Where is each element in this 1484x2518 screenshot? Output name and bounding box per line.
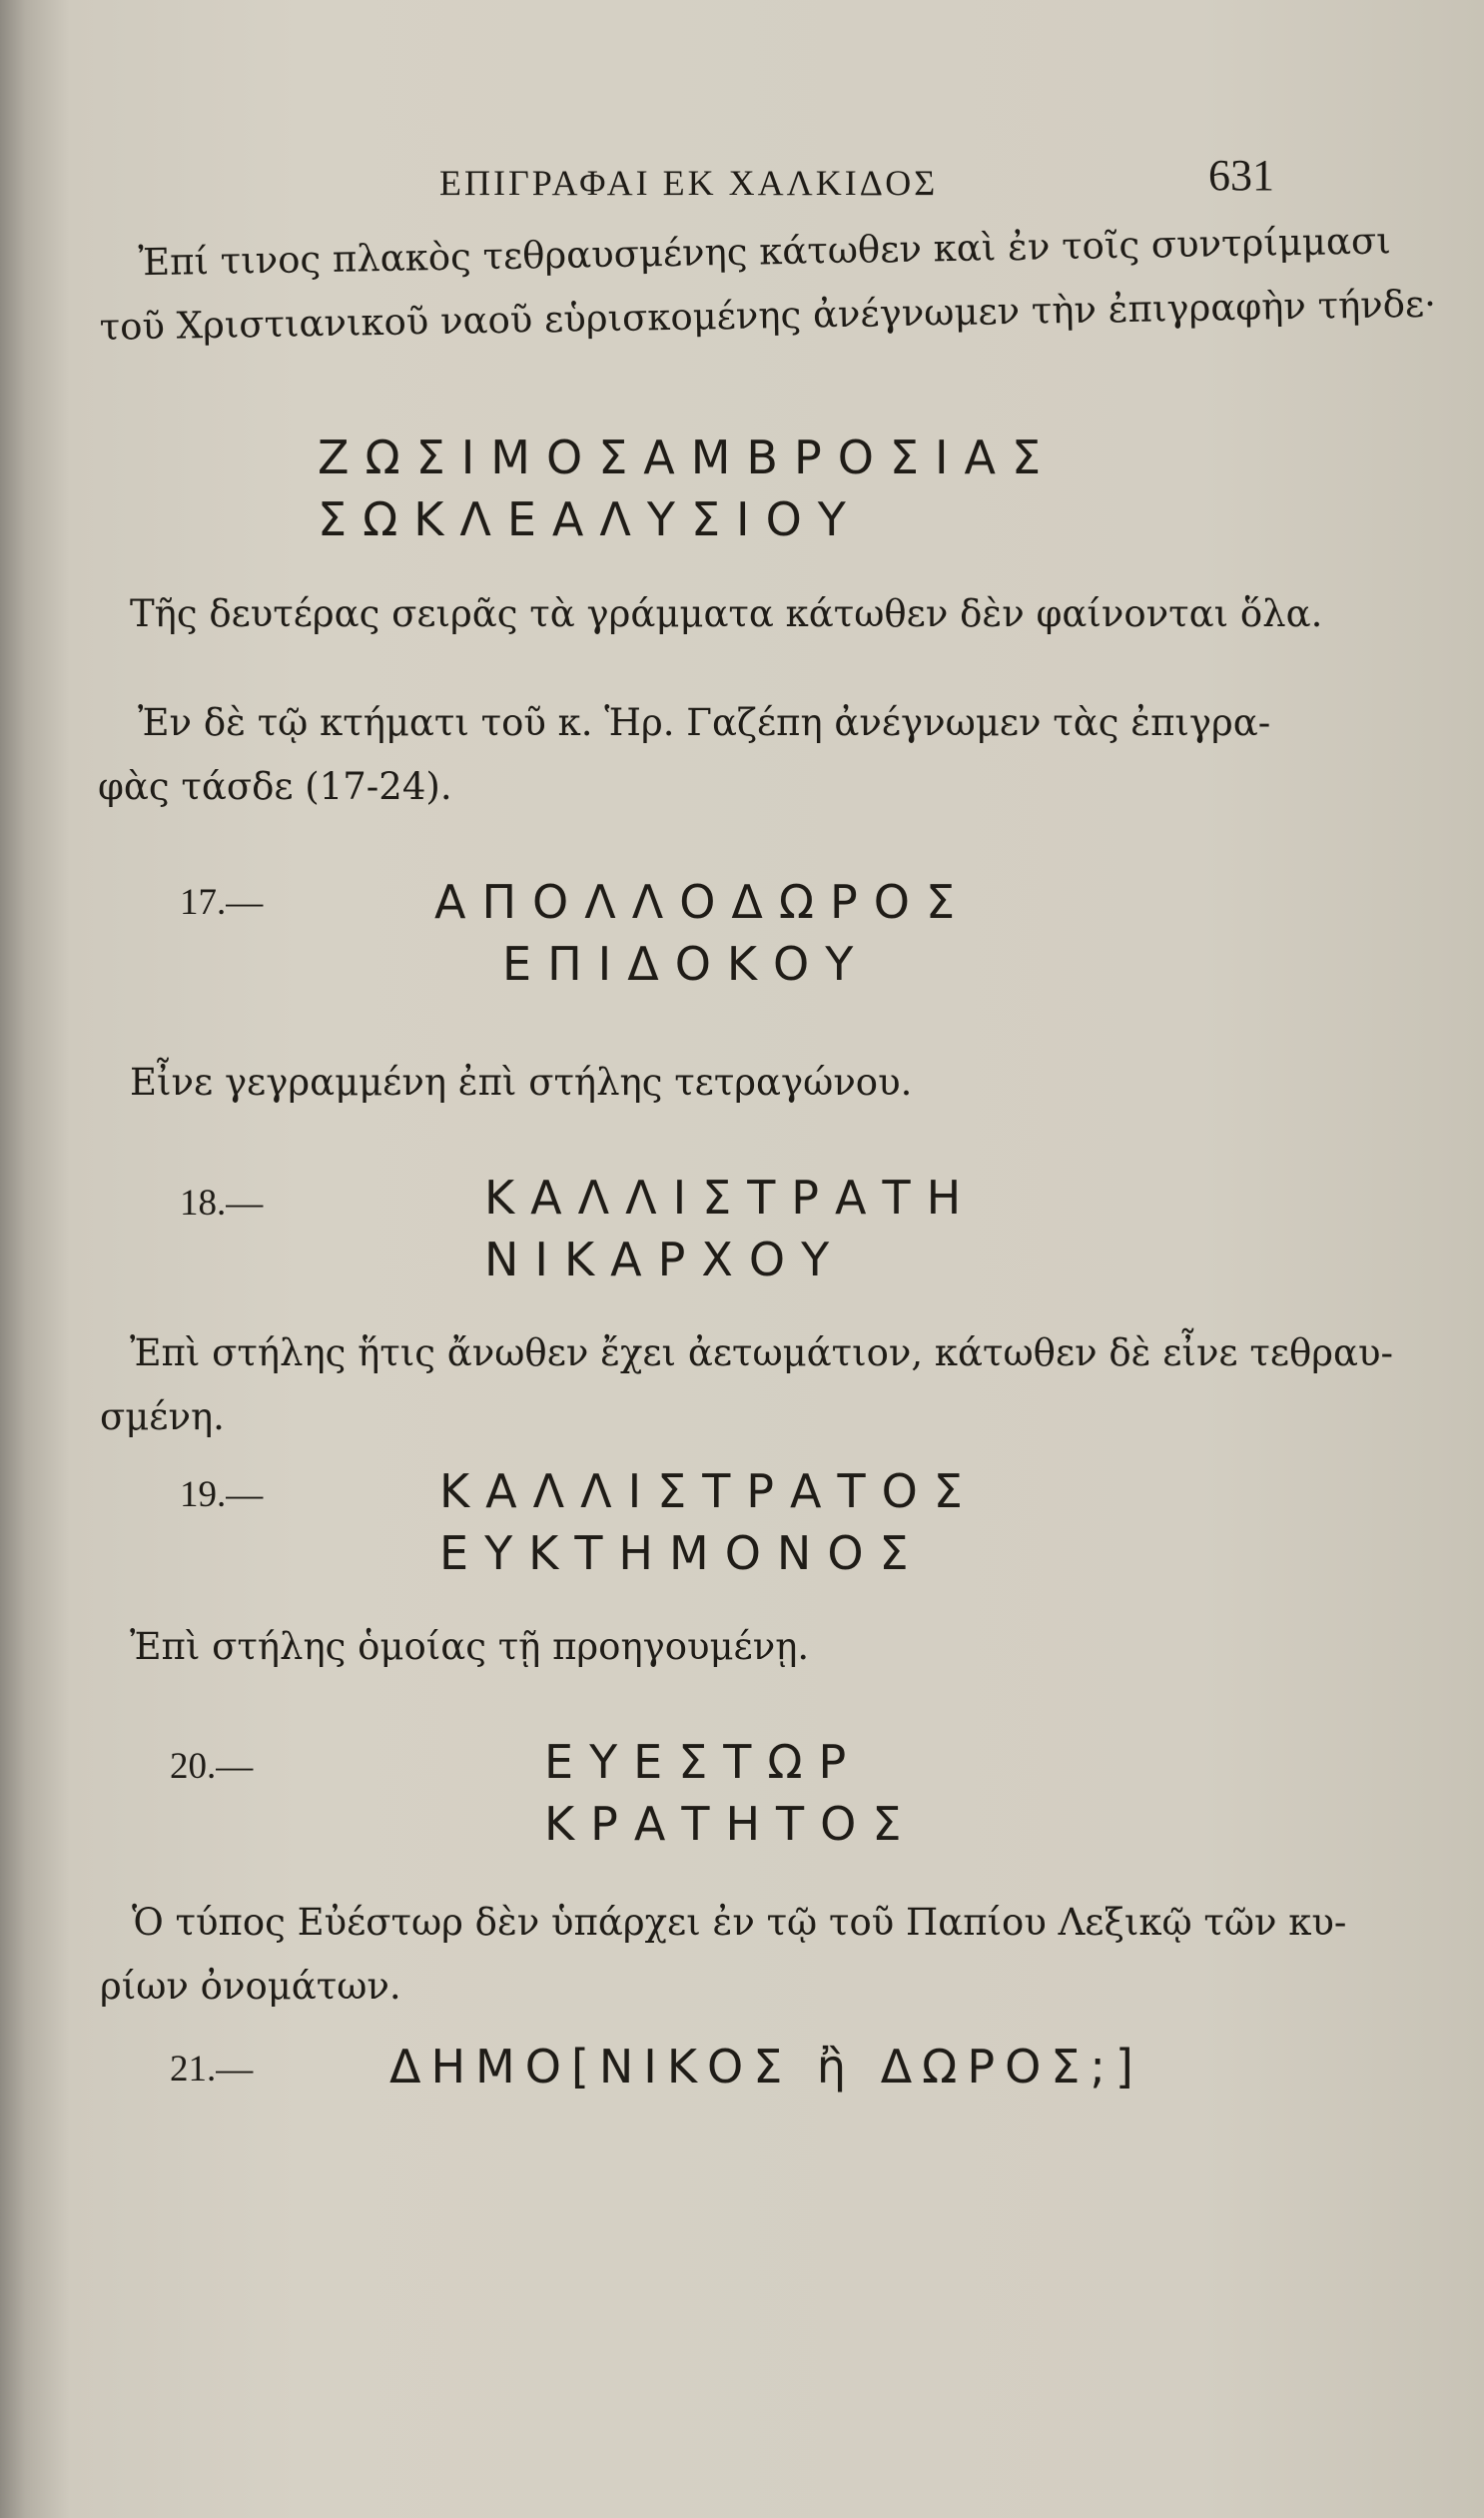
main-inscription-note	[130, 582, 1322, 646]
transition-line-2: φὰς τάσδε (17-24).	[98, 765, 452, 808]
note-17-line-1: Εἶνε γεγραμμένη ἐπὶ στήλης τετραγώνου.	[130, 1061, 913, 1104]
entry-17-note	[130, 1051, 912, 1115]
main-inscription	[318, 426, 1057, 550]
note-18-line-1: Ἐπὶ στήλης ἥτις ἄνωθεν ἔχει ἀετωμάτιον, κάτωθεν δὲ εἶνε τεθραυ-	[130, 1331, 1394, 1374]
inscription-21-line-1: ΔΗΜΟ[ΝΙΚΟΣ ἢ ΔΩΡΟΣ;]	[389, 2040, 1143, 2094]
entry-number-19: 19.—	[180, 1474, 264, 1515]
page-number: 631	[1208, 151, 1274, 200]
inscription-18-line-2: ΝΙΚΑΡΧΟΥ	[484, 1233, 846, 1286]
inscription-21	[389, 2036, 1143, 2098]
inscription-19	[439, 1460, 979, 1584]
inscription-17-line-1: ΑΠΟΛΛΟΔΩΡΟΣ	[434, 875, 972, 929]
note-20-line-1: Ὁ τύπος Εὐέστωρ δὲν ὑπάρχει ἐν τῷ τοῦ Παπίου Λεξικῷ τῶν κυ-	[132, 1901, 1347, 1944]
entry-number-18: 18.—	[180, 1183, 264, 1224]
inscription-20-line-1: ΕΥΕΣΤΩΡ	[544, 1735, 863, 1789]
transition-paragraph	[98, 691, 1270, 819]
inscription-18-line-1: ΚΑΛΛΙΣΤΡΑΤΗ	[484, 1171, 978, 1225]
inscription-line-2: ΣΩΚΛΕΑΛΥΣΙΟΥ	[318, 492, 862, 546]
inscription-17-line-2: ΕΠΙΔΟΚΟΥ	[502, 937, 870, 991]
inscription-line-1: ΖΩΣΙΜΟΣΑΜΒΡΟΣΙΑΣ	[318, 430, 1058, 484]
page-header	[0, 150, 1484, 220]
entry-number-21: 21.—	[170, 2049, 254, 2090]
inscription-20-line-2: ΚΡΑΤΗΤΟΣ	[544, 1797, 918, 1851]
inscription-20	[544, 1731, 917, 1855]
inscription-19-line-2: ΕΥΚΤΗΜΟΝΟΣ	[439, 1526, 925, 1580]
entry-number-17: 17.—	[180, 882, 264, 923]
note-20-line-2: ρίων ὀνομάτων.	[100, 1965, 401, 2008]
entry-20-note	[100, 1891, 1347, 2019]
intro-line-2: τοῦ Χριστιανικοῦ ναοῦ εὑρισκομένης ἀνέγνωμεν τὴν ἐπιγραφὴν τήνδε·	[99, 282, 1437, 349]
inscription-19-line-1: ΚΑΛΛΙΣΤΡΑΤΟΣ	[439, 1464, 979, 1518]
inscription-17	[434, 871, 971, 995]
entry-18-note	[100, 1321, 1394, 1449]
note-19-line-1: Ἐπὶ στήλης ὁμοίας τῇ προηγουμένῃ.	[130, 1625, 810, 1668]
transition-line-1: Ἐν δὲ τῷ κτήματι τοῦ κ. Ἡρ. Γαζέπη ἀνέγνωμεν τὰς ἐπιγρα-	[138, 701, 1271, 744]
entry-19-note	[130, 1615, 809, 1679]
entry-number-20: 20.—	[170, 1746, 254, 1787]
inscription-18	[484, 1167, 977, 1290]
intro-paragraph	[98, 209, 1436, 360]
note-18-line-2: σμένη.	[100, 1395, 225, 1438]
note-text: Τῆς δευτέρας σειρᾶς τὰ γράμματα κάτωθεν δὲν φαίνονται ὅλα.	[130, 592, 1323, 635]
intro-line-1: Ἐπί τινος πλακὸς τεθραυσμένης κάτωθεν καὶ ἐν τοῖς συντρίμμασι	[138, 219, 1391, 285]
running-title: ΕΠΙΓΡΑΦΑΙ ΕΚ ΧΑΛΚΙΔΟΣ	[439, 163, 939, 203]
